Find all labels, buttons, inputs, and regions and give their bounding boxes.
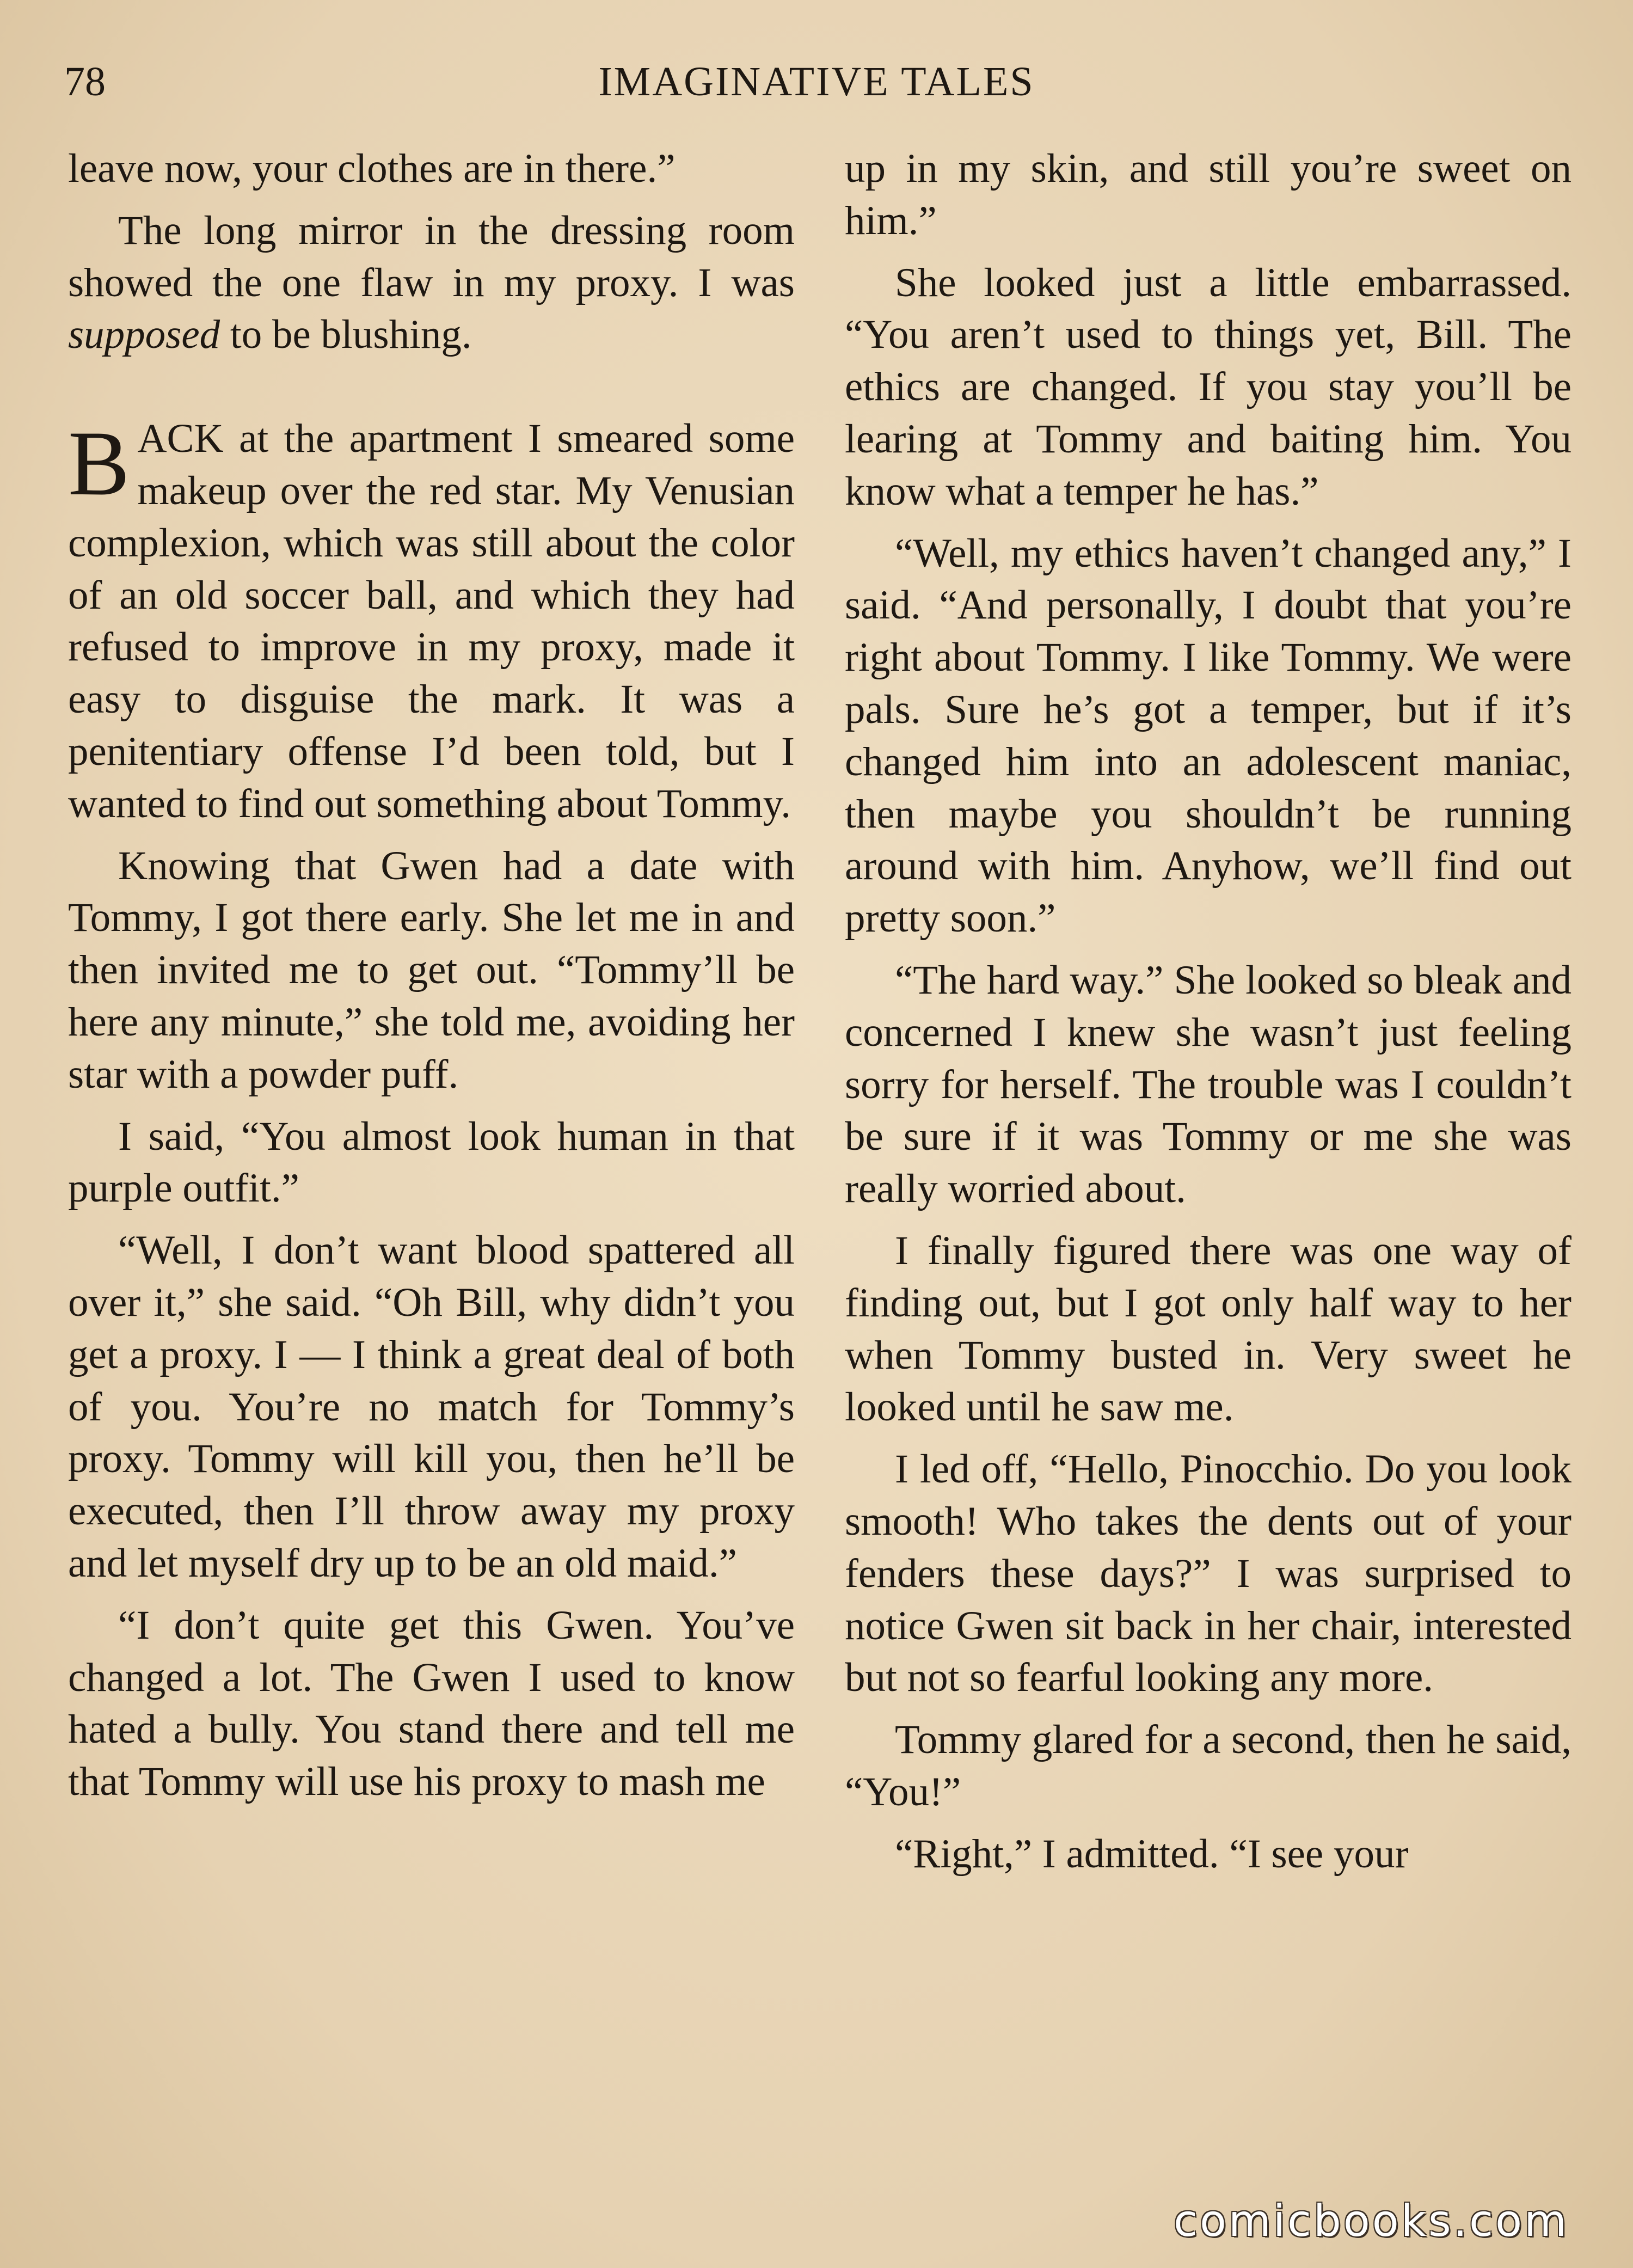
left-column [68, 143, 795, 1818]
running-title: IMAGINATIVE TALES [598, 59, 1035, 105]
paragraph-text: The long mirror in the dressing room showed the one flaw in my proxy. I was [68, 207, 795, 305]
paragraph: “I don’t quite get this Gwen. You’ve changed a lot. The Gwen I used to know hated a bully. You stand there and tell me that Tommy will use his proxy to mash me [68, 1602, 795, 1805]
page-number: 78 [64, 59, 106, 105]
paragraph: I said, “You almost look human in that purple outfit.” [68, 1113, 795, 1211]
italic-word: supposed [68, 312, 220, 358]
paragraph: She looked just a little embarrassed. “You aren’t used to things yet, Bill. The ethics are changed. If you stay you’ll be learing at Tommy and baiting him. You know what a temper he has.” [845, 260, 1571, 514]
paragraph: I finally figured there was one way of finding out, but I got only half way to her when Tommy busted in. Very sweet he looked until he saw me. [845, 1228, 1571, 1430]
paragraph-text: ACK at the apartment I smeared some makeup over the red star. My Venusian complexion, which was still about the color of an old soccer ball, and which they had refused to improve in my proxy, made it easy to disguise the mark. It was a penitentiary offense I’d been told, but I wanted to find out something about Tommy. [68, 416, 795, 826]
page-header [64, 52, 1569, 112]
paragraph: “Well, I don’t want blood spattered all over it,” she said. “Oh Bill, why didn’t you get a proxy. I — I think a great deal of both of you. You’re no match for Tommy’s proxy. Tommy will kill you, then he’ll be executed, then I’ll throw away my proxy and let myself dry up to be an old maid.” [68, 1228, 795, 1586]
paragraph: “Well, my ethics haven’t changed any,” I said. “And personally, I doubt that you’re right about Tommy. I like Tommy. We were pals. Sure he’s got a temper, but if it’s changed him into an adolescent maniac, then maybe you shouldn’t be running around with him. Anyhow, we’ll find out pretty soon.” [845, 530, 1571, 941]
drop-cap: B [68, 412, 130, 515]
paragraph-text: to be blushing. [220, 312, 472, 358]
paragraph: leave now, your clothes are in there.” [68, 146, 676, 191]
paragraph: Tommy glared for a second, then he said, “You!” [845, 1717, 1571, 1815]
paragraph: Knowing that Gwen had a date with Tommy, I got there early. She let me in and then invited me to get out. “Tommy’ll be here any minute,” she told me, avoiding her star with a powder puff. [68, 843, 795, 1097]
section-opening-paragraph [68, 413, 795, 830]
paragraph: “The hard way.” She looked so bleak and concerned I knew she wasn’t just feeling sorry for herself. The trouble was I couldn’t be sure if it was Tommy or me she was really worried about. [845, 957, 1571, 1212]
right-column [845, 143, 1571, 1890]
paragraph: I led off, “Hello, Pinocchio. Do you look smooth! Who takes the dents out of your fenders these days?” I was surprised to notice Gwen sit back in her chair, interested but not so fearful looking any more. [845, 1446, 1571, 1701]
paragraph [68, 205, 795, 361]
watermark: comicbooks.com [1173, 2196, 1569, 2246]
paragraph: up in my skin, and still you’re sweet on him.” [845, 146, 1571, 243]
paragraph: “Right,” I admitted. “I see your [895, 1831, 1409, 1877]
